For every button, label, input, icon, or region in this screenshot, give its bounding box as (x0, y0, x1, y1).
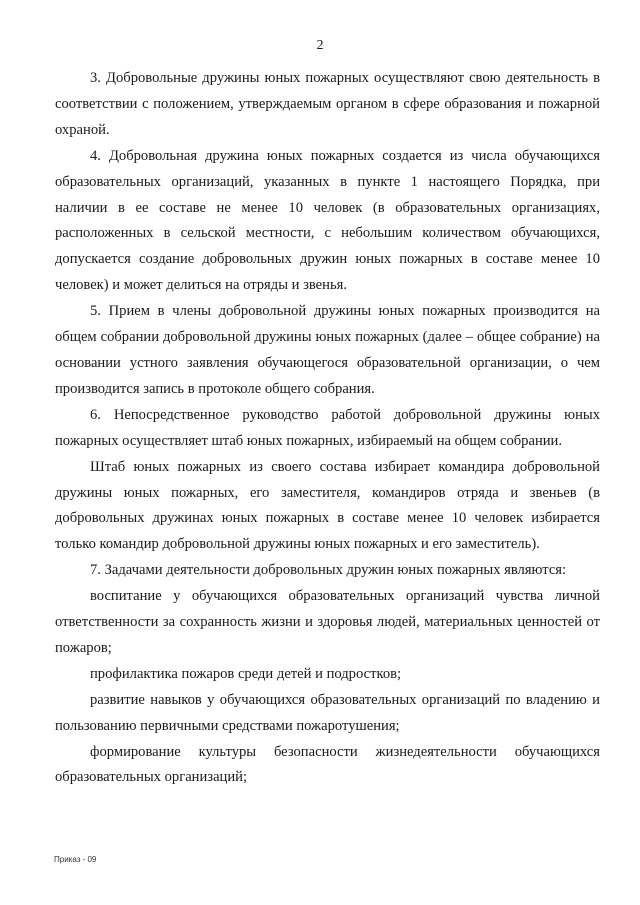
document-footer: Приказ - 09 (54, 855, 97, 864)
paragraph-6-staff: Штаб юных пожарных из своего состава избирает командира добровольной дружины юных пожарных, его заместителя, командиров отряда и звеньев (в добровольных дружинах юных пожарных в составе менее 10 человек избирается только командир добровольной дружины юных пожарных и его заместитель). (55, 458, 600, 553)
paragraph-7: 7. Задачами деятельности добровольных дружин юных пожарных являются: (90, 562, 567, 579)
paragraph-6: 6. Непосредственное руководство работой добровольной дружины юных пожарных осуществляет штаб юных пожарных, избираемый на общем собрании. (55, 406, 600, 449)
document-body (55, 66, 600, 791)
task-item-responsibility: воспитание у обучающихся образовательных организаций чувства личной ответственности за сохранность жизни и здоровья людей, материальных ценностей от пожаров; (55, 588, 600, 656)
task-item-prevention: профилактика пожаров среди детей и подростков; (90, 665, 402, 682)
page-number: 2 (316, 38, 324, 53)
paragraph-5: 5. Прием в члены добровольной дружины юных пожарных производится на общем собрании добровольной дружины юных пожарных (далее – общее собрание) на основании устного заявления обучающегося образовательной организации, о чем производится запись в протоколе общего собрания. (55, 303, 600, 397)
task-item-safety-culture: формирование культуры безопасности жизнедеятельности обучающихся образовательных организаций; (55, 743, 600, 786)
paragraph-3: 3. Добровольные дружины юных пожарных осуществляют свою деятельность в соответствии с положением, утверждаемым органом в сфере образования и пожарной охраной. (55, 70, 600, 138)
paragraph-4: 4. Добровольная дружина юных пожарных создается из числа обучающихся образовательных организаций, указанных в пункте 1 настоящего Порядка, при наличии в ее составе не менее 10 человек (в образовательных организациях, расположенных в сельской местности, с небольшим количеством обучающихся, допускается создание добровольных дружин юных пожарных в составе менее 10 человек) и может делиться на отряды и звенья. (55, 147, 600, 294)
task-item-skills: развитие навыков у обучающихся образовательных организаций по владению и пользованию первичными средствами пожаротушения; (55, 691, 600, 734)
